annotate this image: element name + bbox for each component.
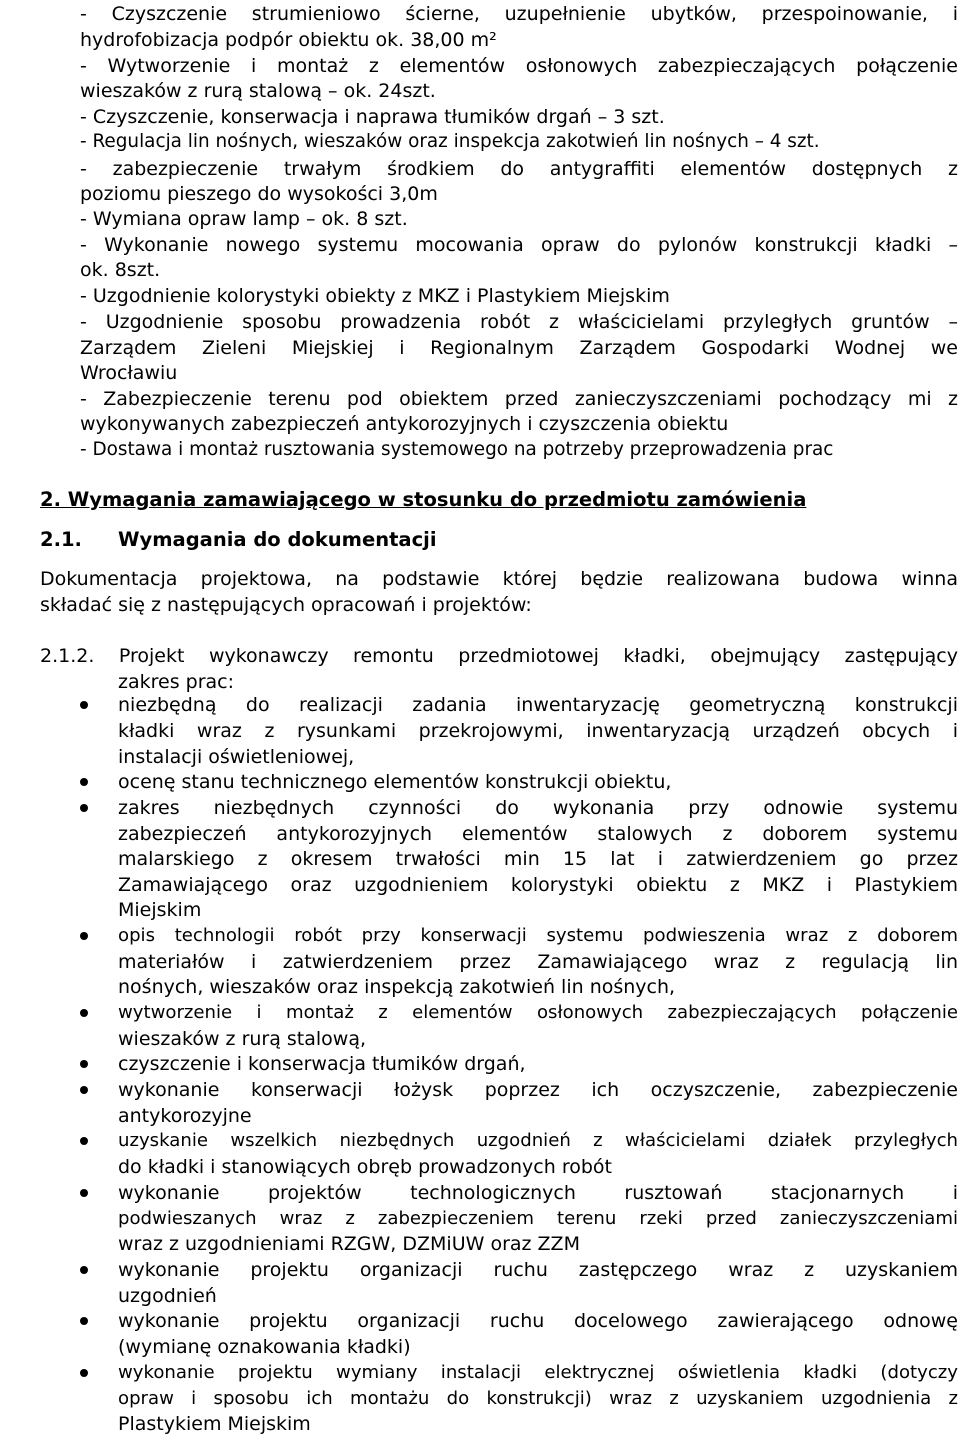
bullet-line: niezbędną do realizacji zadania inwentaryzację geometryczną konstrukcji [118, 694, 958, 716]
bullet-icon [80, 1266, 88, 1274]
bullet-line: Plastykiem Miejskim [118, 1413, 311, 1435]
subsection-number: 2.1. [40, 528, 82, 551]
works-item-line: - Wymiana opraw lamp – ok. 8 szt. [80, 208, 408, 230]
paragraph-line: składać się z następujących opracowań i projektów: [40, 594, 532, 616]
bullet-line: materiałów i zatwierdzeniem przez Zamawiającego wraz z regulacją lin [118, 951, 958, 973]
bullet-icon [80, 804, 88, 812]
bullet-icon [80, 1369, 88, 1377]
works-item-line: wykonywanych zabezpieczeń antykorozyjnych i czyszczenia obiektu [80, 413, 729, 435]
works-item-line: - Czyszczenie strumieniowo ścierne, uzupełnienie ubytków, przespoinowanie, i [80, 3, 958, 25]
bullet-line: zakres niezbędnych czynności do wykonania przy odnowie systemu [118, 797, 958, 819]
bullet-icon [80, 1060, 88, 1068]
works-item-line: - zabezpieczenie trwałym środkiem do antygraffiti elementów dostępnych z [80, 158, 958, 180]
bullet-line: wykonanie projektów technologicznych rusztowań stacjonarnych i [118, 1182, 958, 1204]
bullet-icon [80, 778, 88, 786]
bullet-line: opraw i sposobu ich montażu do konstrukcji) wraz z uzyskaniem uzgodnienia z [118, 1388, 958, 1409]
works-item-line: - Uzgodnienie kolorystyki obiekty z MKZ i Plastykiem Miejskim [80, 285, 670, 307]
bullet-line: antykorozyjne [118, 1105, 252, 1127]
item-212-line: 2.1.2. Projekt wykonawczy remontu przedmiotowej kładki, obejmujący zastępujący [40, 645, 958, 667]
bullet-icon [80, 1317, 88, 1325]
works-item-line: - Czyszczenie, konserwacja i naprawa tłumików drgań – 3 szt. [80, 106, 665, 128]
bullet-line: malarskiego z okresem trwałości min 15 lat i zatwierdzeniem go przez [118, 848, 958, 870]
bullet-line: (wymianę oznakowania kładki) [118, 1336, 411, 1358]
bullet-line: instalacji oświetleniowej, [118, 746, 355, 768]
bullet-line: podwieszanych wraz z zabezpieczeniem terenu rzeki przed zanieczyszczeniami [118, 1208, 958, 1229]
works-item-line: Wrocławiu [80, 362, 178, 384]
bullet-line: Zamawiającego oraz uzgodnieniem kolorystyki obiektu z MKZ i Plastykiem [118, 874, 958, 896]
works-item-line: - Regulacja lin nośnych, wieszaków oraz inspekcja zakotwień lin nośnych – 4 szt. [80, 131, 820, 152]
bullet-icon [80, 701, 88, 709]
bullet-line: czyszczenie i konserwacja tłumików drgań, [118, 1053, 526, 1075]
works-item-line: Zarządem Zieleni Miejskiej i Regionalnym Zarządem Gospodarki Wodnej we [80, 337, 958, 359]
bullet-line: opis technologii robót przy konserwacji systemu podwieszenia wraz z doborem [118, 925, 958, 946]
bullet-line: nośnych, wieszaków oraz inspekcją zakotwień lin nośnych, [118, 976, 676, 998]
works-item-line: poziomu pieszego do wysokości 3,0m [80, 183, 438, 205]
bullet-line: ocenę stanu technicznego elementów konstrukcji obiektu, [118, 771, 672, 793]
subsection-title: Wymagania do dokumentacji [118, 528, 437, 551]
bullet-icon [80, 1189, 88, 1197]
bullet-line: Miejskim [118, 899, 202, 921]
bullet-icon [80, 1086, 88, 1094]
bullet-line: zabezpieczeń antykorozyjnych elementów stalowych z doborem systemu [118, 823, 958, 845]
bullet-line: wykonanie konserwacji łożysk poprzez ich oczyszczenie, zabezpieczenie [118, 1079, 958, 1101]
bullet-icon [80, 932, 88, 940]
bullet-line: do kładki i stanowiących obręb prowadzonych robót [118, 1156, 612, 1178]
bullet-line: wykonanie projektu wymiany instalacji elektrycznej oświetlenia kładki (dotyczy [118, 1362, 958, 1383]
bullet-line: uzyskanie wszelkich niezbędnych uzgodnień z właścicielami działek przyległych [118, 1130, 958, 1151]
works-item-line: - Zabezpieczenie terenu pod obiektem przed zanieczyszczeniami pochodzący mi z [80, 388, 958, 410]
bullet-line: uzgodnień [118, 1285, 217, 1307]
bullet-icon [80, 1009, 88, 1017]
works-item-line: - Wykonanie nowego systemu mocowania opraw do pylonów konstrukcji kładki – [80, 234, 958, 256]
bullet-line: wykonanie projektu organizacji ruchu zastępczego wraz z uzyskaniem [118, 1259, 958, 1281]
works-item-line: - Wytworzenie i montaż z elementów osłonowych zabezpieczających połączenie [80, 55, 958, 77]
works-item-line: ok. 8szt. [80, 259, 161, 281]
works-item-line: wieszaków z rurą stalową – ok. 24szt. [80, 80, 436, 102]
works-item-line: - Dostawa i montaż rusztowania systemowego na potrzeby przeprowadzenia prac [80, 439, 834, 460]
bullet-line: wykonanie projektu organizacji ruchu docelowego zawierającego odnowę [118, 1310, 958, 1332]
works-item-line: hydrofobizacja podpór obiektu ok. 38,00 m² [80, 29, 497, 51]
paragraph-line: Dokumentacja projektowa, na podstawie której będzie realizowana budowa winna [40, 568, 958, 590]
works-item-line: - Uzgodnienie sposobu prowadzenia robót z właścicielami przyległych gruntów – [80, 311, 958, 333]
bullet-line: wieszaków z rurą stalową, [118, 1028, 367, 1050]
item-212-line: zakres prac: [118, 671, 235, 693]
bullet-line: wytworzenie i montaż z elementów osłonowych zabezpieczających połączenie [118, 1002, 958, 1023]
bullet-line: kładki wraz z rysunkami przekrojowymi, inwentaryzacją urządzeń obcych i [118, 720, 958, 742]
bullet-line: wraz z uzgodnieniami RZGW, DZMiUW oraz ZZM [118, 1233, 580, 1255]
section-heading: 2. Wymagania zamawiającego w stosunku do przedmiotu zamówienia [40, 488, 807, 511]
bullet-icon [80, 1137, 88, 1145]
